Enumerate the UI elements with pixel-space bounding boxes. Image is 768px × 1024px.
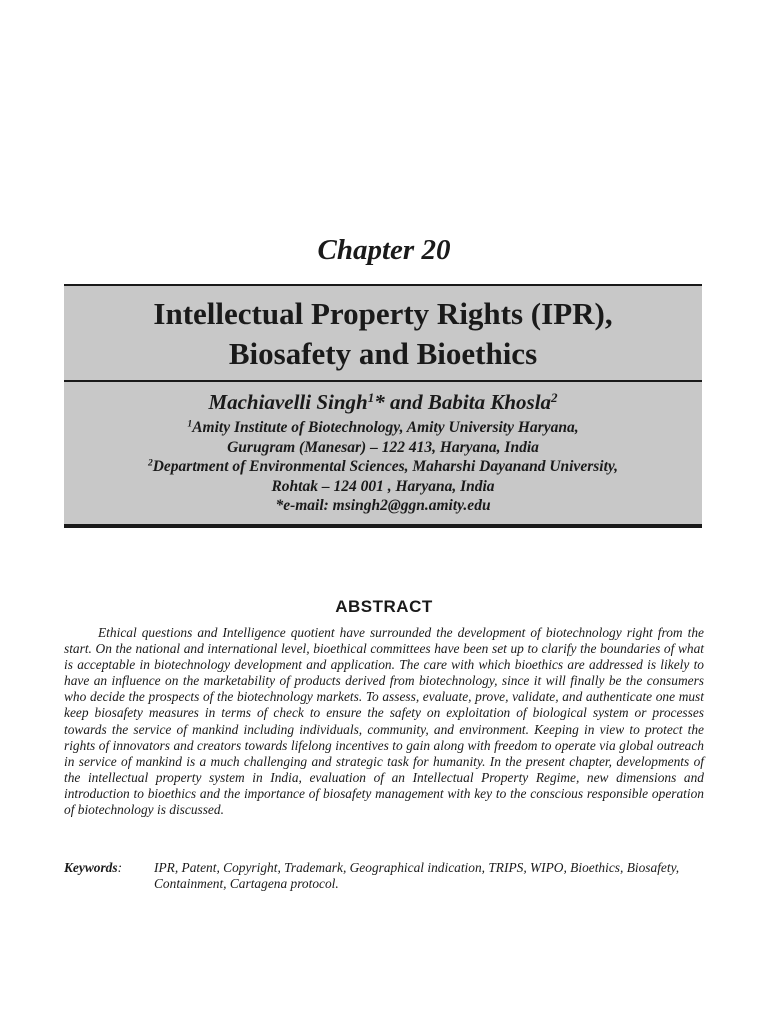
keywords-separator: : (117, 860, 123, 875)
title-line-1: Intellectual Property Rights (IPR), (153, 296, 613, 331)
title-block (64, 286, 702, 382)
authors-line (64, 386, 702, 418)
title-box (64, 284, 702, 528)
abstract-paragraph: Ethical questions and Intelligence quotient have surrounded the development of biotechnology right from the start. On the national and international level, bioethical committees have been set up to clarify the boundaries of what is acceptable in biotechnology development and application. The care with which bioethics are addressed is likely to have an influence on the marketability of products derived from biotechnology, since it will finally be the consumers who decide the prospects of the biotechnology markets. To assess, evaluate, prove, validate, and authenticate one must keep biosafety measures in terms of check to ensure the safety on exploitation of biological system or processes towards the service of mankind including individuals, community, and environment. Keeping in view to protect the rights of innovators and creators towards lifelong incentives to gain along with freedom to operate via global outreach in service of mankind is a much challenging and strategic task for humanity. In the present chapter, developments of the intellectual property system in India, evaluation of an Intellectual Property Regime, new dimensions and introduction to bioethics and the importance of biosafety management with key to the conscious responsible operation of biotechnology is discussed. (64, 625, 704, 818)
corresponding-email: *e-mail: msingh2@ggn.amity.edu (275, 497, 491, 514)
affiliation-1-text-1: Amity Institute of Biotechnology, Amity University Haryana, (192, 419, 579, 436)
author-1-name: Machiavelli Singh (208, 390, 368, 414)
keywords-block (64, 860, 704, 892)
affiliation-1-line-2: Gurugram (Manesar) – 122 413, Haryana, India (227, 438, 539, 456)
authors-conjunction: and (389, 390, 423, 414)
keywords-label (64, 860, 154, 892)
author-2-affiliation-marker: 2 (551, 389, 558, 405)
affiliation-1-line-1 (64, 418, 702, 438)
affiliation-2-text-1: Department of Environmental Sciences, Maharshi Dayanand University, (152, 458, 619, 475)
chapter-heading: Chapter 20 (317, 234, 451, 266)
affiliation-2-marker: 2 (147, 457, 153, 469)
affiliation-2-line-2: Rohtak – 124 001 , Haryana, India (271, 477, 495, 495)
author-2-name: Babita Khosla (427, 390, 552, 414)
author-1-affiliation-marker: 1 (367, 389, 375, 405)
abstract-body (64, 625, 704, 818)
title-line-2: Biosafety and Bioethics (228, 336, 538, 371)
author-block (64, 382, 702, 528)
keywords-list: IPR, Patent, Copyright, Trademark, Geographical indication, TRIPS, WIPO, Bioethics, Biosafety, Containment, Cartagena protocol. (154, 860, 680, 892)
keywords-label-text: Keywords (64, 860, 118, 875)
abstract-heading: ABSTRACT (335, 597, 433, 616)
affiliation-1-marker: 1 (187, 418, 193, 430)
corresponding-author-marker: * (374, 390, 385, 414)
affiliation-2-line-1 (64, 457, 702, 477)
